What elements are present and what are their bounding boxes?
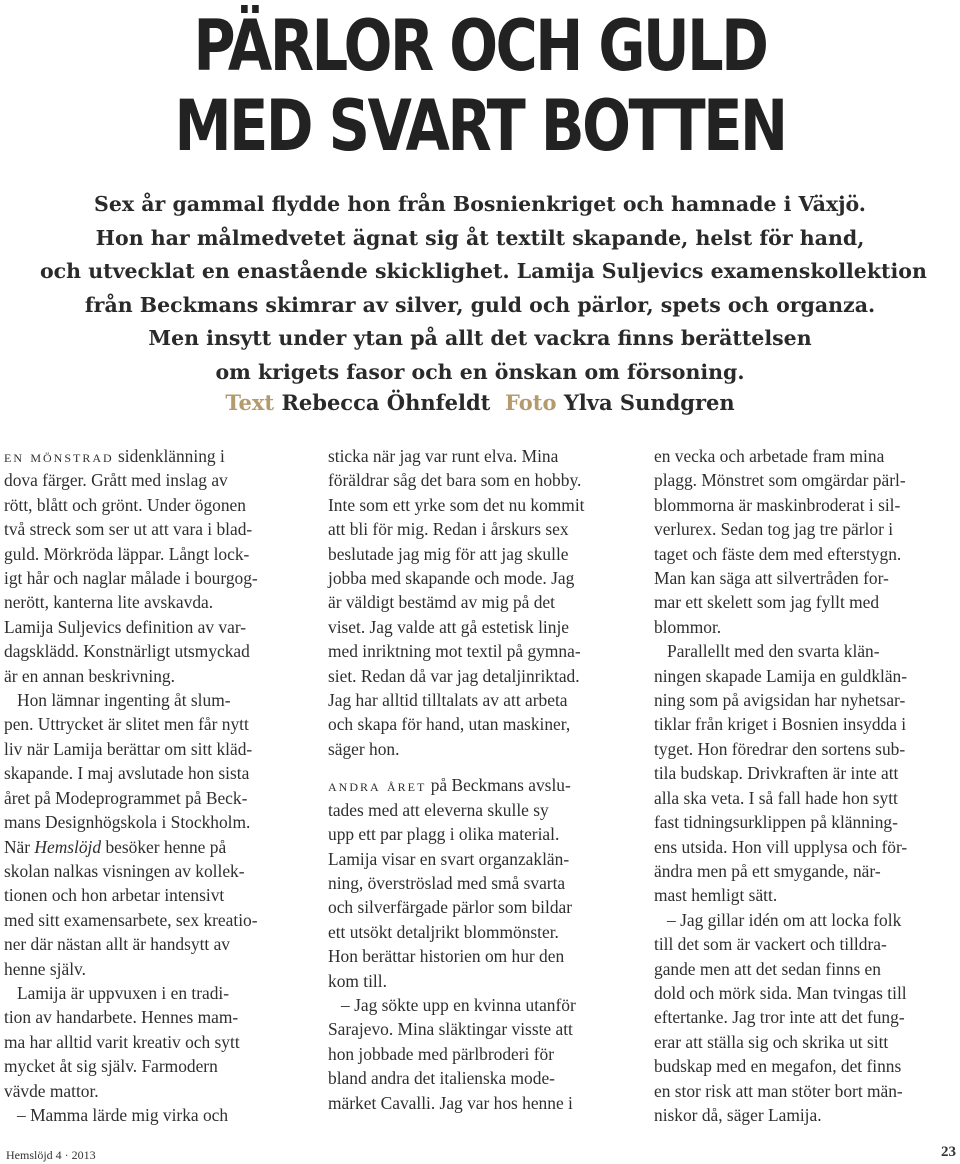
body-line: jobba med skapande och mode. Jag xyxy=(328,568,575,589)
headline-line-2: MED SVART BOTTEN xyxy=(174,85,786,167)
body-line: dova färger. Grått med inslag av xyxy=(4,470,228,491)
body-line: taget och fäste dem med efterstygn. xyxy=(654,543,902,564)
body-line: ma har alltid varit kreativ och sytt xyxy=(4,1031,240,1052)
body-line: eftertanke. Jag tror inte att det fung- xyxy=(654,1007,905,1028)
body-line: dold och mörk sida. Man tvingas till xyxy=(654,982,907,1003)
section-gap xyxy=(328,761,628,773)
body-lines xyxy=(4,468,294,834)
body-line: två streck som ser ut att vara i blad- xyxy=(4,519,253,540)
body-line: gande men att det sedan finns en xyxy=(654,958,881,979)
lede-line: och utvecklat en enastående skicklighet. Lamija Suljevics examenskollektion xyxy=(40,259,927,283)
body-line: blommorna är maskinbroderat i sil- xyxy=(654,494,901,515)
headline xyxy=(86,6,873,166)
body-line: Man kan säga att silvertråden for- xyxy=(654,568,889,589)
body-text: besöker henne på xyxy=(101,836,227,857)
body-line: beslutade jag mig för att jag skulle xyxy=(328,543,569,564)
body-line: ner där nästan allt är handsytt av xyxy=(4,934,230,955)
body-line: viset. Jag valde att gå estetisk linje xyxy=(328,616,569,637)
body-line: mycket åt sig själv. Farmodern xyxy=(4,1056,218,1077)
body-line: budskap med en megafon, det finns xyxy=(654,1056,902,1077)
body-line: upp ett par plagg i olika material. xyxy=(328,824,560,845)
lead-in: en mönstrad xyxy=(4,446,114,466)
body-line: Hon berättar historien om hur den xyxy=(328,946,565,967)
body-line: liv när Lamija berättar om sitt kläd- xyxy=(4,738,253,759)
body-line: ningen skapade Lamija en guldklän- xyxy=(654,665,908,686)
lede-line: om krigets fasor och en önskan om försoning. xyxy=(215,359,745,384)
body-line: – Jag gillar idén om att locka folk xyxy=(654,909,902,930)
body-line xyxy=(328,773,628,797)
body-line: märket Cavalli. Jag var hos henne i xyxy=(328,1092,573,1113)
body-line: dagsklädd. Konstnärligt utsmyckad xyxy=(4,641,250,662)
body-line: skapande. I maj avslutade hon sista xyxy=(4,763,250,784)
body-text: När xyxy=(4,836,35,857)
body-lines xyxy=(328,444,628,761)
lede xyxy=(40,188,927,389)
body-line: mast hemligt sätt. xyxy=(654,885,778,906)
body-line xyxy=(4,444,294,468)
body-line xyxy=(4,835,294,859)
body-line: föräldrar såg det bara som en hobby. xyxy=(328,470,582,491)
byline-photographer: Ylva Sundgren xyxy=(563,390,735,415)
body-column-3 xyxy=(654,444,954,1127)
body-line: att bli för mig. Redan i årskurs sex xyxy=(328,519,569,540)
body-line: Lamija är uppvuxen i en tradi- xyxy=(4,982,230,1003)
byline-text-label: Text xyxy=(225,390,275,415)
body-text: på Beckmans avslu- xyxy=(426,775,571,796)
body-lines xyxy=(654,444,954,639)
byline-photo-label: Foto xyxy=(505,390,557,415)
body-line: är en annan beskrivning. xyxy=(4,665,175,686)
body-line: med sitt examensarbete, sex kreatio- xyxy=(4,909,258,930)
lede-line: Men insytt under ytan på allt det vackra finns berättelsen xyxy=(148,326,812,350)
headline-line-1: PÄRLOR OCH GULD xyxy=(193,5,767,87)
body-lines xyxy=(654,639,954,1127)
body-line: Parallellt med den svarta klän- xyxy=(654,641,880,662)
body-column-2 xyxy=(328,444,628,1115)
body-line: erar att ställa sig och skrika ut sitt xyxy=(654,1031,889,1052)
body-line: tades med att eleverna skulle sy xyxy=(328,799,549,820)
lede-line: Hon har målmedvetet ägnat sig åt textilt skapande, helst för hand, xyxy=(95,225,865,250)
body-lines xyxy=(328,798,628,1115)
body-line: rött, blått och grönt. Under ögonen xyxy=(4,494,246,515)
body-line: blommor. xyxy=(654,616,722,637)
body-line: tiklar från kriget i Bosnien insydda i xyxy=(654,714,907,735)
body-line: siet. Redan då var jag detaljinriktad. xyxy=(328,665,580,686)
body-line: Jag har alltid tilltalats av att arbeta xyxy=(328,690,568,711)
body-line: ändra men på ett smygande, när- xyxy=(654,860,881,881)
body-line: nerött, kanterna lite avskavda. xyxy=(4,592,214,613)
body-line: ett utsökt detaljrikt blommönster. xyxy=(328,921,559,942)
body-line: året på Modeprogrammet på Beck- xyxy=(4,787,248,808)
body-line: säger hon. xyxy=(328,738,400,759)
body-line: till det som är vackert och tilldra- xyxy=(654,934,887,955)
lead-in: andra året xyxy=(328,775,427,796)
body-line: Lamija visar en svart organzaklän- xyxy=(328,848,570,869)
body-line: skolan nalkas visningen av kollek- xyxy=(4,860,245,881)
body-line: bland andra det italienska mode- xyxy=(328,1068,555,1089)
body-column-1 xyxy=(4,444,294,1127)
body-line: Sarajevo. Mina släktingar visste att xyxy=(328,1019,573,1040)
body-line: fast tidningsurklippen på klänning- xyxy=(654,812,898,833)
lede-line: från Beckmans skimrar av silver, guld och pärlor, spets och organza. xyxy=(84,292,876,317)
body-line: vävde mattor. xyxy=(4,1080,99,1101)
body-line: – Jag sökte upp en kvinna utanför xyxy=(328,994,576,1015)
body-line: och silverfärgade pärlor som bildar xyxy=(328,897,573,918)
page-number: 23 xyxy=(941,1144,956,1160)
body-line: tila budskap. Drivkraften är inte att xyxy=(654,763,899,784)
body-line: mans Designhögskola i Stockholm. xyxy=(4,812,251,833)
body-line: plagg. Mönstret som omgärdar pärl- xyxy=(654,470,906,491)
body-lines xyxy=(4,859,294,1127)
body-line: igt hår och naglar målade i bourgog- xyxy=(4,568,258,589)
body-line: tyget. Hon föredrar den sortens sub- xyxy=(654,738,906,759)
body-line: alla ska veta. I så fall hade hon sytt xyxy=(654,787,898,808)
body-line: tionen och hon arbetar intensivt xyxy=(4,885,225,906)
body-line: ning som på avigsidan har nyhetsar- xyxy=(654,690,906,711)
body-line: – Mamma lärde mig virka och xyxy=(4,1104,229,1125)
body-line: med inriktning mot textil på gymna- xyxy=(328,641,581,662)
body-line: Hon lämnar ingenting åt slum- xyxy=(4,690,231,711)
body-line: en stor risk att man stöter bort män- xyxy=(654,1080,903,1101)
body-line: niskor då, säger Lamija. xyxy=(654,1104,822,1125)
body-line: sticka när jag var runt elva. Mina xyxy=(328,446,559,466)
body-text: sidenklänning i xyxy=(113,446,225,466)
magazine-name: Hemslöjd xyxy=(34,836,102,857)
body-line: hon jobbade med pärlbroderi för xyxy=(328,1043,555,1064)
footer-issue: Hemslöjd 4 · 2013 xyxy=(6,1148,96,1162)
body-line: tion av handarbete. Hennes mam- xyxy=(4,1007,239,1028)
body-line: mar ett skelett som jag fyllt med xyxy=(654,592,880,613)
body-line: och skapa för hand, utan maskiner, xyxy=(328,714,571,735)
byline-author: Rebecca Öhnfeldt xyxy=(281,390,491,415)
body-line: pen. Uttrycket är slitet men får nytt xyxy=(4,714,249,735)
body-line: ens utsida. Hon vill upplysa och för- xyxy=(654,836,908,857)
byline xyxy=(0,390,960,415)
body-line: är väldigt bestämd av mig på det xyxy=(328,592,555,613)
body-line: verlurex. Sedan tog jag tre pärlor i xyxy=(654,519,894,540)
body-line: en vecka och arbetade fram mina xyxy=(654,446,885,466)
body-line: ning, överströslad med små svarta xyxy=(328,872,566,893)
lede-line: Sex år gammal flydde hon från Bosnienkriget och hamnade i Växjö. xyxy=(94,192,866,216)
body-line: Inte som ett yrke som det nu kommit xyxy=(328,494,585,515)
body-line: Lamija Suljevics definition av var- xyxy=(4,616,247,637)
body-line: henne själv. xyxy=(4,958,86,979)
body-line: kom till. xyxy=(328,970,387,991)
body-line: guld. Mörkröda läppar. Långt lock- xyxy=(4,543,250,564)
